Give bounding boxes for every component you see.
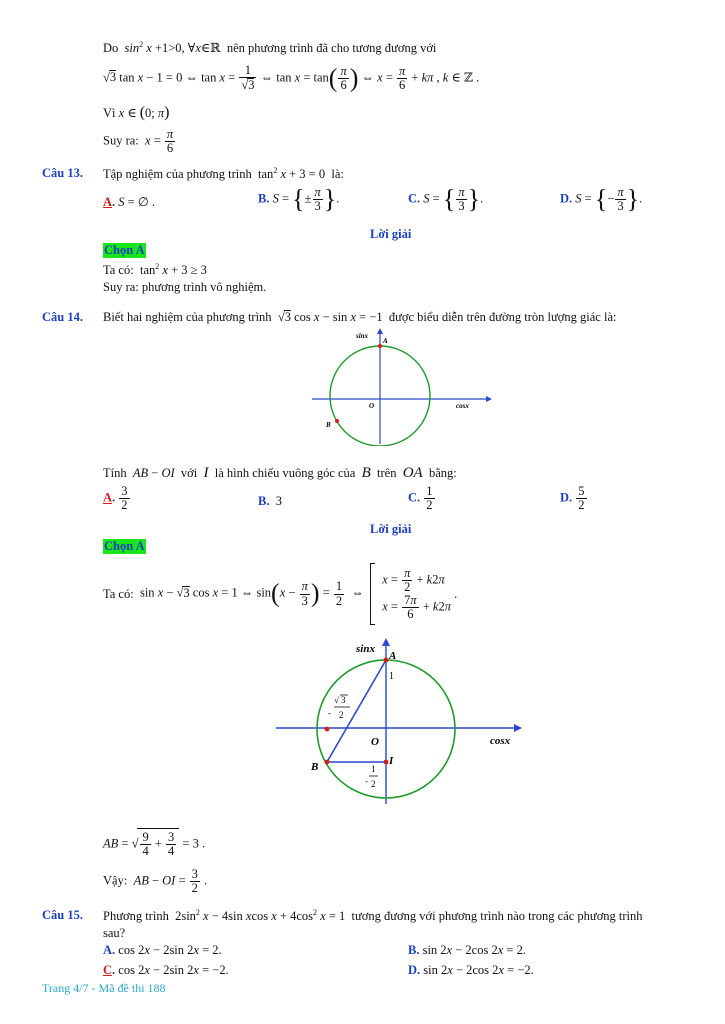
o-label: O — [369, 402, 375, 410]
text: trên — [377, 466, 397, 480]
point-proj-b — [325, 727, 330, 732]
option-letter: B. — [408, 943, 420, 957]
b-label: B — [326, 421, 331, 429]
text: là: — [331, 167, 344, 182]
text: bằng: — [428, 466, 457, 480]
option-letter: B. — [258, 191, 270, 206]
intro-line-4: Suy ra: x = $\frac{\pi}{6}$ — [103, 127, 174, 156]
neg-sqrt3-over-2-label — [328, 695, 350, 720]
unit-circle-figure-2 — [270, 632, 530, 807]
tick-1-label: 1 — [389, 671, 394, 682]
sqrt3-radicand: 3 — [341, 695, 346, 705]
text: Vì — [103, 106, 116, 120]
svg-text:√: √ — [334, 695, 339, 705]
text: Suy ra: — [103, 133, 139, 148]
option-letter: B. — [258, 494, 270, 508]
option-letter: D. — [560, 191, 573, 206]
question-13-label: Câu 13. — [42, 166, 83, 180]
q14-ta-co: Ta có: sin x − √3 cos x = 1 ⇔ sin(x − $\frac{\pi}{3}$ ) = $\frac{1}{2}$ ⇔ x = $\frac{\pi}{2}$ + k2π x = $\frac{7\pi}{6}$ + k2π . — [103, 563, 457, 625]
q14-option-b[interactable] — [258, 494, 282, 509]
q14-loigiai: Lời giải — [370, 522, 412, 536]
q14-option-c[interactable]: C. $\frac{1}{2}$ — [408, 484, 433, 513]
sinx-label: sinx — [356, 332, 369, 340]
unit-circle-figure-1 — [300, 326, 500, 446]
text: Tập nghiệm của phương trình — [103, 167, 252, 182]
half-num: 1 — [371, 764, 376, 774]
question-13-stem: Tập nghiệm của phương trình $\tan^2 x + 3 = 0$ là: — [103, 166, 344, 182]
q15-option-c[interactable]: C. cos 2x − 2sin 2x = −2. — [103, 963, 229, 977]
q13-ta-co: Ta có: $\tan^2 x + 3 \ge 3$ — [103, 262, 207, 278]
text: là hình chiếu vuông góc của — [214, 466, 356, 480]
q13-option-c[interactable]: C. S = { $\frac{\pi}{3}$ }. — [408, 184, 484, 214]
svg-text:-: - — [328, 708, 331, 718]
q14-option-a[interactable]: A. $\frac{3}{2}$ — [103, 484, 128, 513]
question-14-label: Câu 14. — [42, 310, 83, 324]
text: Tính — [103, 466, 127, 480]
q13-option-a[interactable]: A. S = ∅ . — [103, 195, 155, 209]
page-footer: Trang 4/7 - Mã đề thi 188 — [42, 981, 166, 995]
q15-option-b[interactable]: B. sin 2x − 2cos 2x = 2. — [408, 943, 526, 957]
y-axis-arrow-icon — [382, 638, 390, 646]
q13-loigiai: Lời giải — [370, 227, 412, 241]
text: Ta có: — [103, 263, 134, 278]
text: Biết hai nghiệm của phương trình — [103, 310, 272, 324]
q13-option-d[interactable]: D. S = {− $\frac{\pi}{3}$ }. — [560, 184, 643, 214]
option-letter: D. — [408, 963, 421, 977]
x-axis-arrow-icon — [486, 396, 492, 402]
text: Ta có: — [103, 586, 134, 601]
cosx-label: cosx — [456, 402, 469, 410]
intro-line-2: √3 tan x − 1 = 0 ⇔ tan x = $\frac{1}{√3}$ ⇔ tan x = tan( $\frac{\pi}{6}$ ) ⇔ x = $\frac{\pi}{6}$ + kπ , k ∈ ℤ . — [103, 63, 480, 93]
point-a — [384, 658, 389, 663]
cosx-label: cosx — [490, 735, 511, 747]
i-label: I — [389, 755, 394, 767]
intro-line-3: Vì x ∈ (0; π) — [103, 104, 170, 121]
option-letter: C. — [408, 191, 421, 206]
option-letter: D. — [560, 490, 573, 505]
neg-half-label — [365, 764, 378, 789]
point-b — [325, 760, 330, 765]
q15-option-d[interactable]: D. sin 2x − 2cos 2x = −2. — [408, 963, 534, 977]
sinx-label: sinx — [356, 643, 375, 655]
q13-chon: Chọn A — [104, 243, 145, 257]
question-15-label: Câu 15. — [42, 908, 83, 922]
text: Vậy: — [103, 873, 128, 888]
option-letter: C — [103, 963, 113, 977]
q14-ab-formula: AB = √ $\frac{9}{4}$ + $\frac{3}{4}$ = 3 . — [103, 830, 206, 859]
question-15-stem-2: sau? — [103, 926, 126, 940]
sqrt3-den: 2 — [339, 710, 344, 720]
text: tương đương với phương trình nào trong các phương trình — [351, 909, 643, 924]
q13-suy-ra: Suy ra: phương trình vô nghiệm. — [103, 280, 267, 294]
svg-text:-: - — [365, 776, 368, 786]
y-axis-arrow-icon — [377, 328, 383, 334]
option-letter: A — [103, 195, 113, 209]
option-letter: A — [103, 490, 113, 505]
q14-chon: Chọn A — [104, 539, 145, 553]
point-b — [335, 419, 339, 423]
text: nên phương trình đã cho tương đương với — [226, 41, 437, 56]
text: Phương trình — [103, 909, 169, 924]
q14-tinh: Tính AB − OI với I là hình chiếu vuông góc của B trên OA bằng: — [103, 465, 457, 481]
q15-option-a[interactable]: A. cos 2x − 2sin 2x = 2. — [103, 943, 222, 957]
o-label: O — [371, 736, 379, 748]
q14-option-d[interactable]: D. $\frac{5}{2}$ — [560, 484, 585, 513]
x-axis-arrow-icon — [514, 724, 522, 732]
question-14-stem: Biết hai nghiệm của phương trình √3 cos x − sin x = −1 được biểu diễn trên đường tròn lượng giác là: — [103, 310, 617, 324]
text: Do — [103, 41, 119, 56]
q13-option-b[interactable]: B. S = {± $\frac{\pi}{3}$ }. — [258, 184, 340, 214]
half-den: 2 — [371, 779, 376, 789]
text: được biểu diễn trên đường tròn lượng giác là: — [388, 310, 617, 324]
point-i — [384, 760, 389, 765]
option-letter: A. — [103, 943, 116, 957]
option-letter: C. — [408, 490, 421, 505]
a-label: A — [389, 650, 397, 662]
b-label: B — [311, 761, 319, 773]
question-15-stem: Phương trình $2\sin^2$ x − 4sin xcos $x + 4\cos^2$ x = 1 tương đương với phương trình nào trong các phương trình — [103, 908, 643, 924]
option-value: 3 — [275, 494, 282, 508]
q14-vay: Vậy: AB − OI = $\frac{3}{2}$ . — [103, 867, 208, 896]
intro-line-1: Do $\sin^2 x +1>0$, ∀x∈ℝ nên phương trình đã cho tương đương với — [103, 40, 437, 56]
a-label: A — [383, 337, 388, 345]
point-a — [378, 344, 382, 348]
text: với — [180, 466, 198, 480]
